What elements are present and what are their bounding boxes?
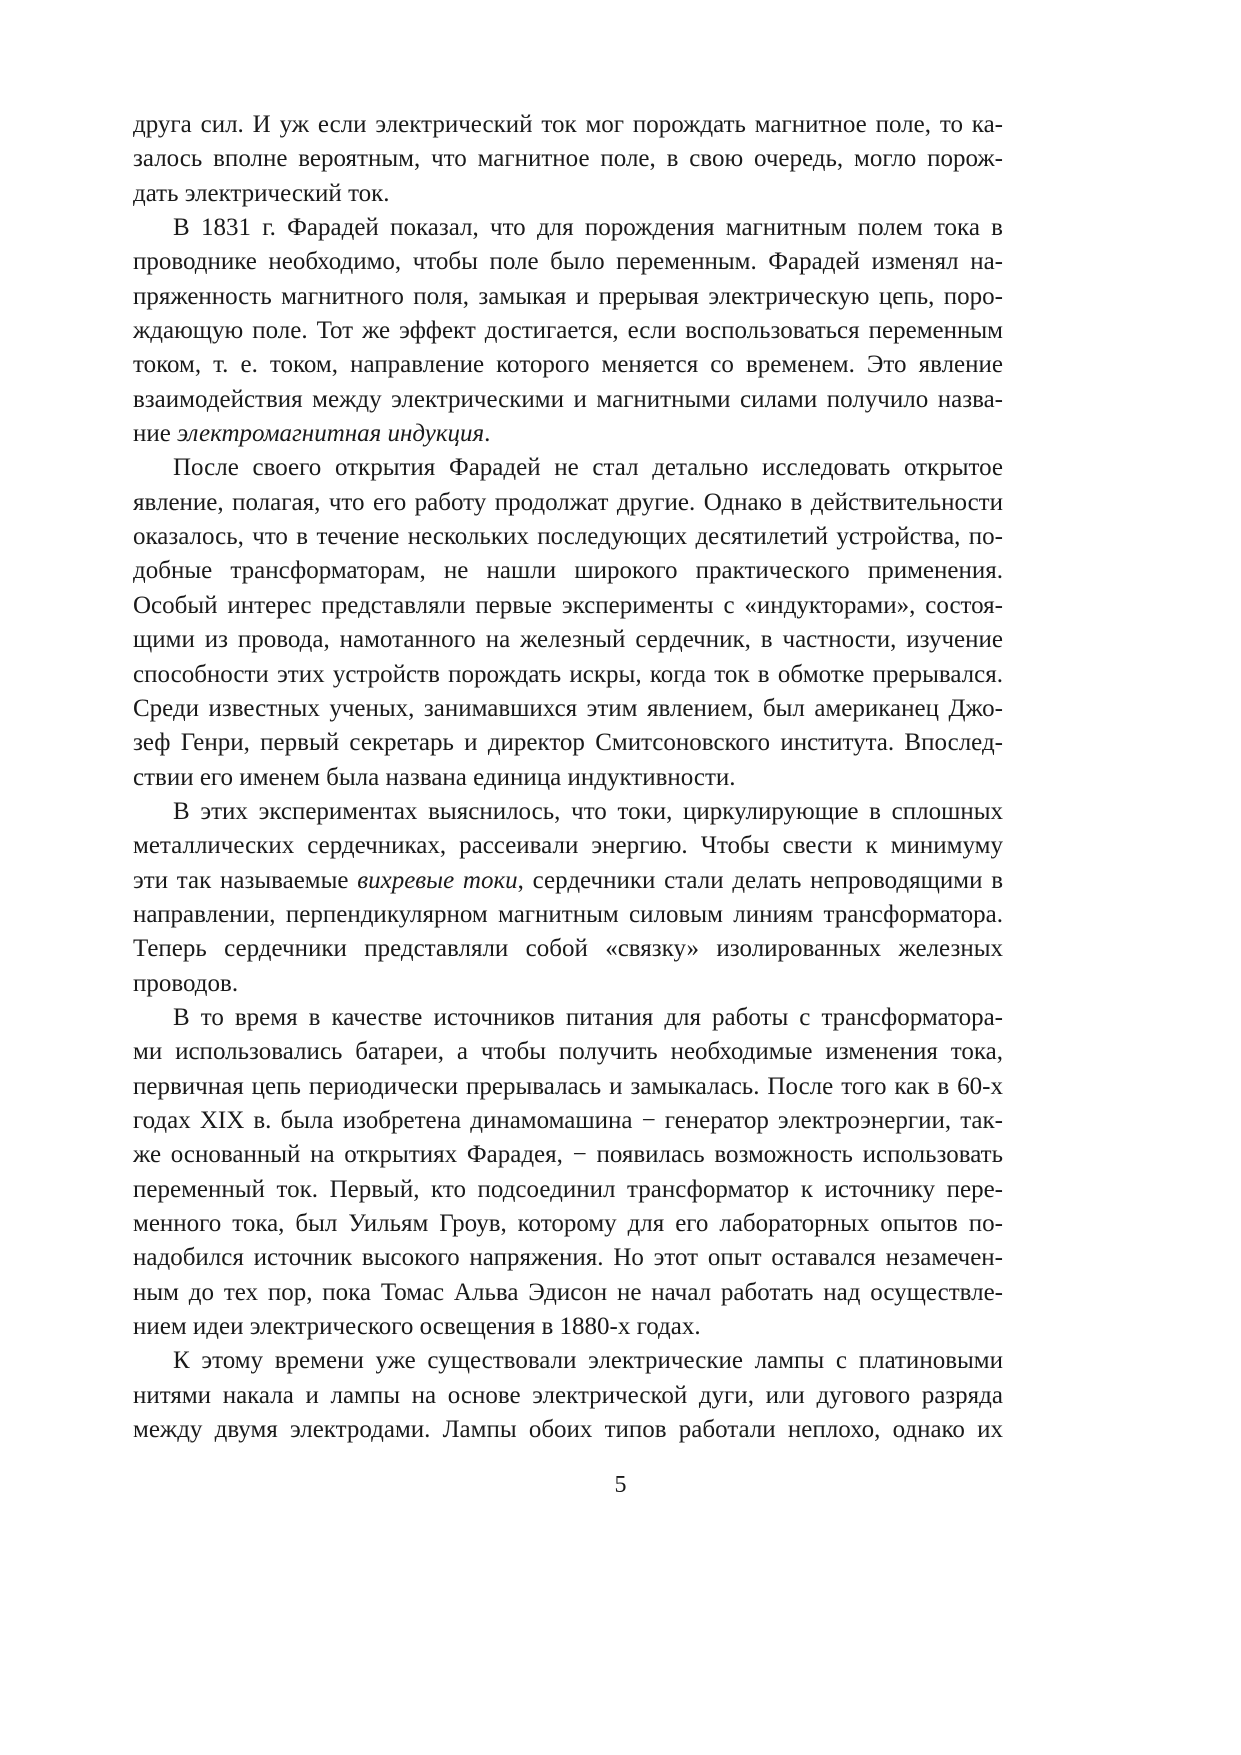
text-line (133, 108, 1003, 142)
text-segment: взаимодействия между электрическими и магнитными силами получило назва- (133, 385, 1003, 413)
italic-term: электромагнитная индукция (177, 420, 485, 448)
text-line (133, 761, 1003, 795)
italic-term: вихревые токи (357, 866, 518, 894)
text-segment: ждающую поле. Тот же эффект достигается, если воспользоваться переменным (133, 317, 1003, 345)
text-segment: ствии его именем была названа единица индуктивности. (133, 763, 736, 791)
text-segment: Среди известных ученых, занимавшихся этим явлением, был американец Джо- (133, 694, 1003, 722)
text-segment: переменный ток. Первый, кто подсоединил трансформатор к источнику пере- (133, 1175, 1003, 1203)
text-segment: между двумя электродами. Лампы обоих типов работали неплохо, однако их (133, 1416, 1003, 1444)
text-segment: добные трансформаторам, не нашли широкого практического применения. (133, 557, 1003, 585)
text-line (133, 142, 1003, 176)
paragraph (133, 795, 1003, 1001)
text-line (133, 623, 1003, 657)
paragraph (133, 108, 1003, 211)
text-line (133, 1344, 1003, 1378)
text-line (133, 1173, 1003, 1207)
text-segment: , сердечники стали делать непроводящими в (517, 866, 1003, 894)
text-line (133, 1379, 1003, 1413)
text-segment: зеф Генри, первый секретарь и директор Смитсоновского института. Впослед- (133, 729, 1003, 757)
text-line (133, 451, 1003, 485)
text-segment: первичная цепь периодически прерывалась и замыкалась. После того как в 60-х (133, 1072, 1003, 1100)
text-segment: дать электрический ток. (133, 179, 390, 207)
text-segment: нием идеи электрического освещения в 1880-х годах. (133, 1313, 701, 1341)
text-segment: В 1831 г. Фарадей показал, что для порождения магнитным полем тока в (173, 214, 1003, 242)
text-segment: годах XIX в. была изобретена динамомашина − генератор электроэнергии, так- (133, 1106, 1003, 1134)
text-line (133, 1241, 1003, 1275)
text-segment: ным до тех пор, пока Томас Альва Эдисон не начал работать над осуществле- (133, 1278, 1003, 1306)
text-line (133, 898, 1003, 932)
text-segment: друга сил. И уж если электрический ток мог порождать магнитное поле, то ка- (133, 111, 1003, 138)
text-segment: явление, полагая, что его работу продолжат другие. Однако в действительности (133, 488, 1003, 516)
text-segment: ми использовались батареи, а чтобы получить необходимые изменения тока, (133, 1038, 1003, 1066)
text-line (133, 692, 1003, 726)
text-line (133, 589, 1003, 623)
text-segment: током, т. е. током, направление которого меняется со временем. Это явление (133, 351, 1003, 379)
text-line (133, 417, 1003, 451)
text-segment: залось вполне вероятным, что магнитное поле, в свою очередь, могло порож- (133, 145, 1003, 173)
text-line (133, 1310, 1003, 1344)
text-segment: проводов. (133, 969, 239, 997)
text-segment: В этих экспериментах выяснилось, что токи, циркулирующие в сплошных (173, 797, 1003, 825)
document-body (133, 108, 1003, 1447)
text-segment: ние (133, 420, 178, 448)
text-line (133, 726, 1003, 760)
text-line (133, 1207, 1003, 1241)
text-line (133, 1413, 1003, 1447)
text-line (133, 177, 1003, 211)
text-line (133, 554, 1003, 588)
text-line (133, 932, 1003, 966)
text-segment: К этому времени уже существовали электрические лампы с платиновыми (173, 1347, 1003, 1375)
paragraph (133, 451, 1003, 794)
text-line (133, 1104, 1003, 1138)
text-segment: Особый интерес представляли первые эксперименты с «индукторами», состоя- (133, 591, 1003, 619)
text-line (133, 245, 1003, 279)
text-line (133, 1001, 1003, 1035)
text-segment: щими из провода, намотанного на железный сердечник, в частности, изучение (133, 626, 1003, 654)
text-segment: В то время в качестве источников питания для работы с трансформатора- (173, 1003, 1003, 1031)
text-segment: металлических сердечниках, рассеивали энергию. Чтобы свести к минимуму (133, 832, 1003, 860)
text-segment: надобился источник высокого напряжения. Но этот опыт оставался незамечен- (133, 1244, 1003, 1272)
text-line (133, 348, 1003, 382)
paragraph (133, 211, 1003, 451)
text-line (133, 211, 1003, 245)
text-line (133, 1138, 1003, 1172)
text-line (133, 829, 1003, 863)
page-number: 5 (614, 1472, 627, 1498)
text-line (133, 1070, 1003, 1104)
text-line (133, 658, 1003, 692)
text-line (133, 1035, 1003, 1069)
paragraph (133, 1344, 1003, 1447)
text-segment: Теперь сердечники представляли собой «связку» изолированных железных (133, 935, 1003, 963)
text-segment: пряженность магнитного поля, замыкая и прерывая электрическую цепь, поро- (133, 282, 1003, 310)
paragraph (133, 1001, 1003, 1344)
text-segment: . (484, 420, 491, 448)
text-line (133, 520, 1003, 554)
text-segment: способности этих устройств порождать искры, когда ток в обмотке прерывался. (133, 660, 1003, 688)
text-line (133, 795, 1003, 829)
text-segment: нитями накала и лампы на основе электрической дуги, или дугового разряда (133, 1381, 1003, 1409)
text-line (133, 486, 1003, 520)
text-line (133, 1276, 1003, 1310)
text-segment: оказалось, что в течение нескольких последующих десятилетий устройства, по- (133, 523, 1003, 551)
text-line (133, 280, 1003, 314)
text-segment: менного тока, был Уильям Гроув, которому для его лабораторных опытов по- (133, 1210, 1003, 1237)
text-line (133, 967, 1003, 1001)
text-segment: эти так называемые (133, 866, 358, 894)
text-line (133, 314, 1003, 348)
text-segment: проводнике необходимо, чтобы поле было переменным. Фарадей изменял на- (133, 248, 1003, 276)
text-line (133, 864, 1003, 898)
text-line (133, 383, 1003, 417)
text-segment: После своего открытия Фарадей не стал детально исследовать открытое (173, 454, 1003, 482)
text-segment: направлении, перпендикулярном магнитным силовым линиям трансформатора. (133, 900, 1003, 928)
text-segment: же основанный на открытиях Фарадея, − появилась возможность использовать (133, 1141, 1003, 1169)
